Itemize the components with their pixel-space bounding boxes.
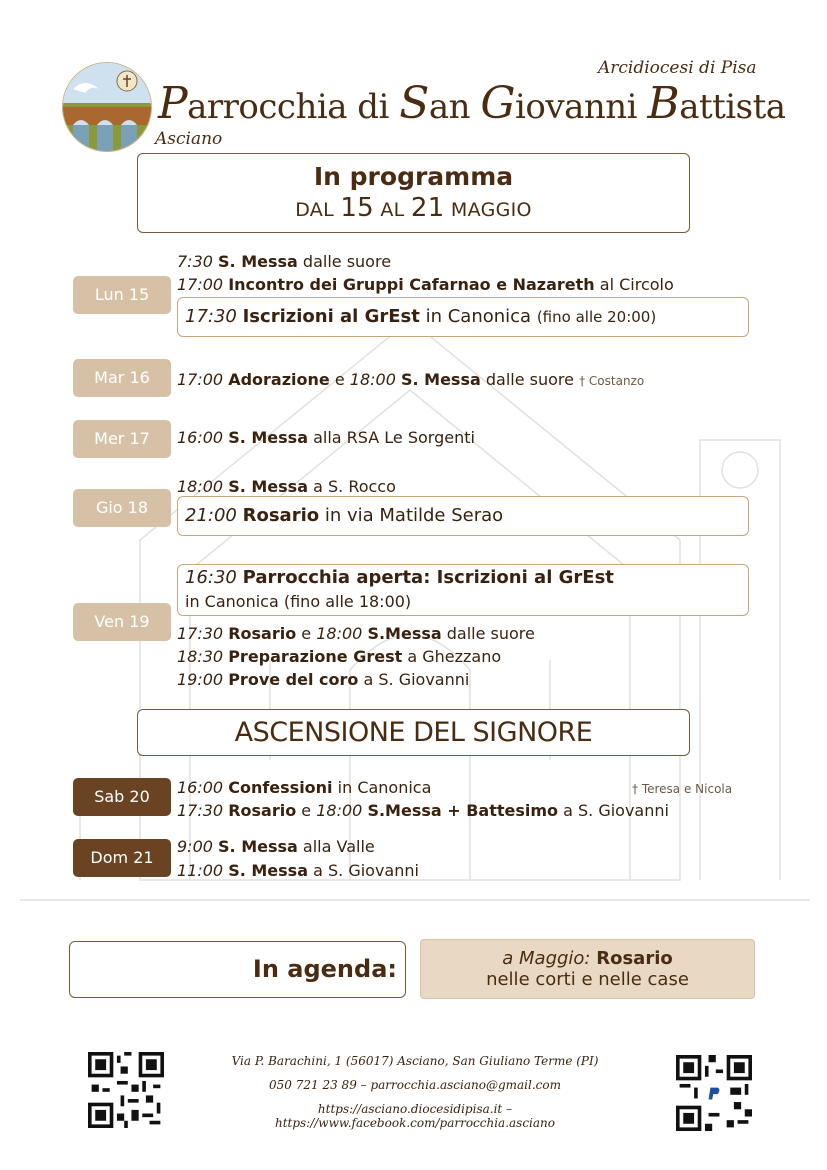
diocese-label: Arcidiocesi di Pisa (598, 58, 757, 78)
event-line: 17:00 Adorazione e 18:00 S. Messa dalle suore † Costanzo (177, 370, 645, 389)
programma-box (137, 153, 690, 233)
agenda-label-box (69, 941, 406, 998)
event-line-highlight: 16:30 Parrocchia aperta: Iscrizioni al GrEst (185, 567, 614, 588)
footer-links: https://asciano.diocesidipisa.it – https://www.facebook.com/parrocchia.asciano (274, 1102, 556, 1130)
paypal-qr-code-icon (676, 1055, 752, 1131)
qr-code-icon (88, 1052, 164, 1128)
day-label-lun: Lun 15 (73, 276, 171, 314)
event-line: 18:00 S. Messa a S. Rocco (177, 477, 396, 496)
programma-title: In programma (313, 162, 514, 191)
day-label-mer: Mer 17 (73, 420, 171, 458)
event-line: 16:00 S. Messa alla RSA Le Sorgenti (177, 428, 475, 447)
parish-logo (62, 62, 152, 152)
event-line: 16:00 Confessioni in Canonica (177, 778, 432, 797)
location-label: Asciano (155, 129, 223, 149)
day-label-dom: Dom 21 (73, 839, 171, 877)
day-label-sab: Sab 20 (73, 778, 171, 816)
event-line: 17:30 Rosario e 18:00 S.Messa dalle suore (177, 624, 535, 643)
agenda-item-box: a Maggio: Rosario nelle corti e nelle case (420, 939, 755, 999)
event-line-highlight: 21:00 Rosario in via Matilde Serao (185, 505, 504, 526)
page-title: Parrocchia di San Giovanni Battista (158, 78, 786, 129)
event-line: 17:00 Incontro dei Gruppi Cafarnao e Nazareth al Circolo (177, 275, 674, 294)
event-line: 9:00 S. Messa alla Valle (177, 837, 375, 856)
footer-contacts: 050 721 23 89 – parrocchia.asciano@gmail.com (269, 1078, 561, 1092)
ascensione-heading: ASCENSIONE DEL SIGNORE (137, 709, 690, 756)
event-line-highlight-sub: in Canonica (fino alle 18:00) (185, 592, 412, 611)
programma-dates: DAL 15 AL 21 MAGGIO (295, 193, 532, 223)
footer-address: Via P. Barachini, 1 (56017) Asciano, San Giuliano Terme (PI) (231, 1054, 599, 1068)
event-line: 18:30 Preparazione Grest a Ghezzano (177, 647, 502, 666)
day-label-ven: Ven 19 (73, 603, 171, 641)
event-line: 7:30 S. Messa dalle suore (177, 252, 392, 271)
event-line: 17:30 Rosario e 18:00 S.Messa + Battesimo a S. Giovanni (177, 801, 669, 820)
day-label-mar: Mar 16 (73, 359, 171, 397)
event-line-highlight: 17:30 Iscrizioni al GrEst in Canonica (fino alle 20:00) (185, 306, 657, 327)
day-label-gio: Gio 18 (73, 489, 171, 527)
agenda-label: In agenda: (252, 955, 397, 983)
event-line: 11:00 S. Messa a S. Giovanni (177, 861, 419, 880)
event-line: 19:00 Prove del coro a S. Giovanni (177, 670, 470, 689)
intention-note: † Teresa e Nicola (632, 782, 733, 796)
